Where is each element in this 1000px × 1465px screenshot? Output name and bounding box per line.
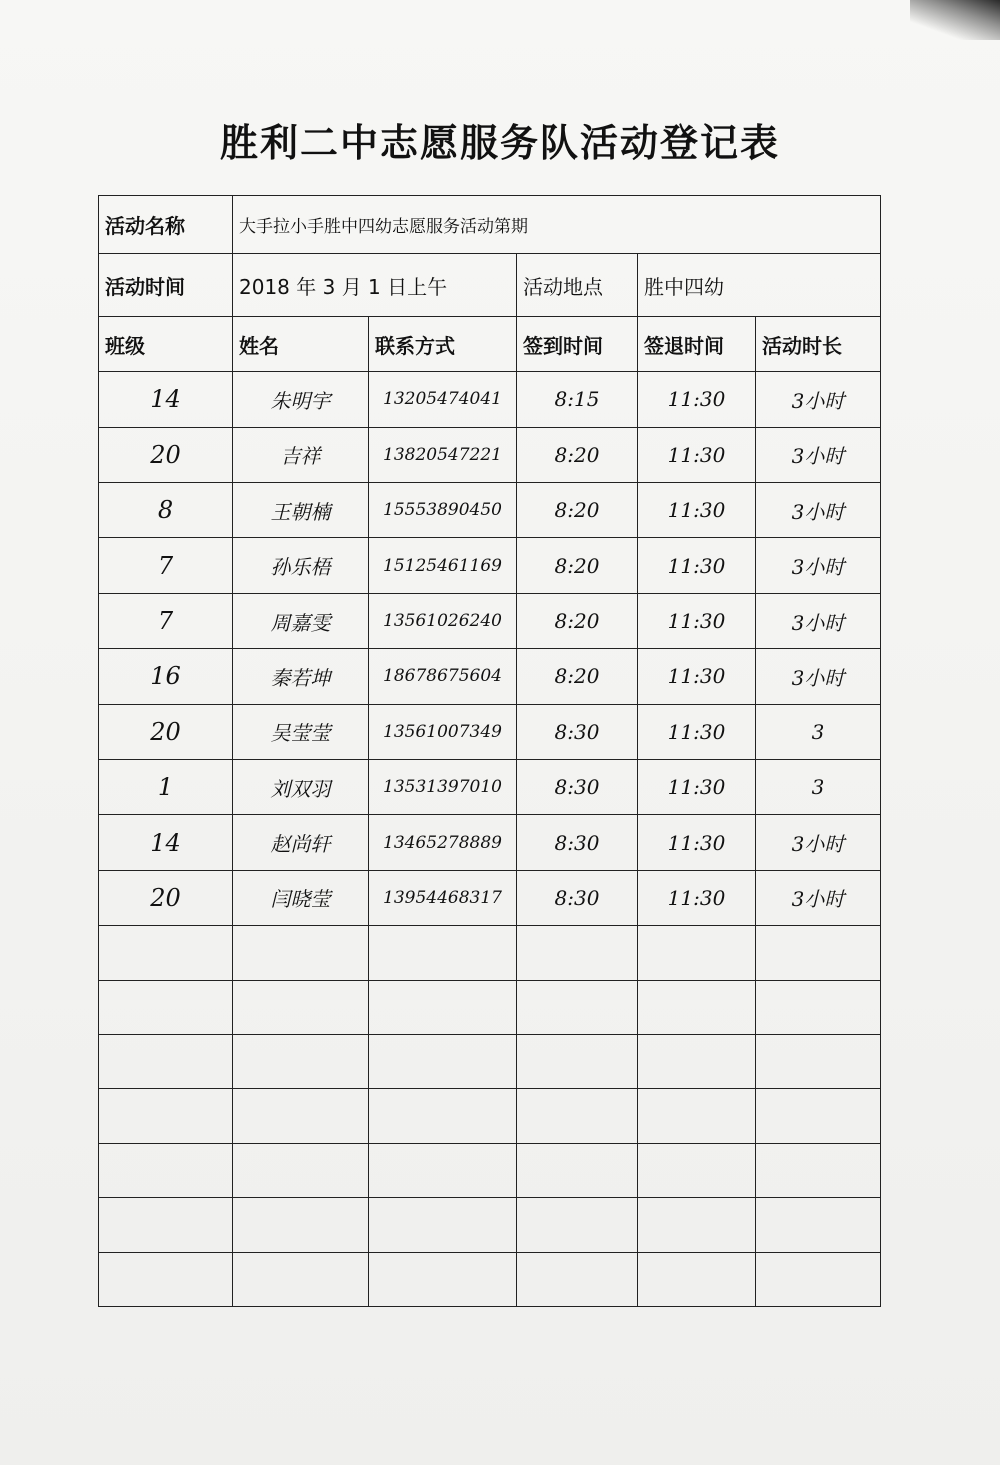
col-header-checkin: 签到时间 bbox=[517, 316, 638, 371]
checkout-cell bbox=[638, 1252, 756, 1306]
empty-table-row bbox=[99, 980, 881, 1034]
checkout-cell: 11:30 bbox=[638, 427, 756, 482]
name-cell bbox=[233, 926, 369, 980]
duration-cell bbox=[756, 1252, 881, 1306]
contact-cell: 15553890450 bbox=[369, 483, 517, 538]
class-cell: 8 bbox=[99, 483, 233, 538]
duration-cell: 3小时 bbox=[756, 649, 881, 704]
contact-cell bbox=[369, 926, 517, 980]
checkin-cell bbox=[517, 926, 638, 980]
activity-time-row bbox=[99, 254, 881, 316]
checkout-cell: 11:30 bbox=[638, 372, 756, 427]
table-row bbox=[99, 815, 881, 870]
duration-cell: 3小时 bbox=[756, 372, 881, 427]
name-cell: 王朝楠 bbox=[233, 483, 369, 538]
checkout-cell: 11:30 bbox=[638, 815, 756, 870]
class-cell bbox=[99, 1252, 233, 1306]
name-cell bbox=[233, 980, 369, 1034]
table-row bbox=[99, 593, 881, 648]
contact-cell bbox=[369, 1034, 517, 1088]
contact-cell: 18678675604 bbox=[369, 649, 517, 704]
duration-cell: 3小时 bbox=[756, 483, 881, 538]
column-header-row bbox=[99, 316, 881, 371]
class-cell bbox=[99, 1089, 233, 1143]
table-row bbox=[99, 649, 881, 704]
duration-cell: 3小时 bbox=[756, 593, 881, 648]
table-row bbox=[99, 483, 881, 538]
checkout-cell: 11:30 bbox=[638, 760, 756, 815]
name-cell: 周嘉雯 bbox=[233, 593, 369, 648]
scan-corner-shadow bbox=[910, 0, 1000, 40]
class-cell bbox=[99, 926, 233, 980]
duration-cell: 3小时 bbox=[756, 538, 881, 593]
duration-cell: 3 bbox=[756, 760, 881, 815]
contact-cell: 13205474041 bbox=[369, 372, 517, 427]
col-header-duration: 活动时长 bbox=[756, 316, 881, 371]
class-cell bbox=[99, 1034, 233, 1088]
checkin-cell bbox=[517, 980, 638, 1034]
name-cell bbox=[233, 1198, 369, 1252]
empty-table-row bbox=[99, 1198, 881, 1252]
checkin-cell bbox=[517, 1252, 638, 1306]
checkout-cell bbox=[638, 1198, 756, 1252]
activity-name-row bbox=[99, 196, 881, 254]
name-cell: 闫晓莹 bbox=[233, 870, 369, 925]
class-cell bbox=[99, 1198, 233, 1252]
table-row bbox=[99, 704, 881, 759]
name-cell: 吴莹莹 bbox=[233, 704, 369, 759]
table-row bbox=[99, 760, 881, 815]
checkout-cell: 11:30 bbox=[638, 483, 756, 538]
col-header-checkout: 签退时间 bbox=[638, 316, 756, 371]
contact-cell bbox=[369, 1089, 517, 1143]
checkin-cell: 8:15 bbox=[517, 372, 638, 427]
checkin-cell: 8:30 bbox=[517, 815, 638, 870]
registration-table bbox=[98, 195, 881, 1307]
class-cell bbox=[99, 980, 233, 1034]
empty-table-row bbox=[99, 1143, 881, 1197]
name-cell bbox=[233, 1143, 369, 1197]
contact-cell bbox=[369, 1143, 517, 1197]
duration-cell bbox=[756, 980, 881, 1034]
checkin-cell: 8:30 bbox=[517, 870, 638, 925]
duration-cell: 3 bbox=[756, 704, 881, 759]
name-cell bbox=[233, 1089, 369, 1143]
checkin-cell: 8:20 bbox=[517, 538, 638, 593]
name-cell: 刘双羽 bbox=[233, 760, 369, 815]
checkin-cell: 8:30 bbox=[517, 704, 638, 759]
name-cell bbox=[233, 1034, 369, 1088]
contact-cell: 13561007349 bbox=[369, 704, 517, 759]
empty-table-row bbox=[99, 926, 881, 980]
checkin-cell: 8:20 bbox=[517, 483, 638, 538]
class-cell: 1 bbox=[99, 760, 233, 815]
name-cell: 吉祥 bbox=[233, 427, 369, 482]
duration-cell bbox=[756, 1034, 881, 1088]
name-cell: 朱明宇 bbox=[233, 372, 369, 427]
empty-table-row bbox=[99, 1089, 881, 1143]
activity-place-value: 胜中四幼 bbox=[638, 254, 881, 316]
contact-cell bbox=[369, 980, 517, 1034]
duration-cell: 3小时 bbox=[756, 815, 881, 870]
table-row bbox=[99, 538, 881, 593]
checkin-cell bbox=[517, 1089, 638, 1143]
duration-cell bbox=[756, 1198, 881, 1252]
table-row bbox=[99, 427, 881, 482]
checkin-cell: 8:20 bbox=[517, 593, 638, 648]
checkin-cell bbox=[517, 1034, 638, 1088]
checkin-cell: 8:30 bbox=[517, 760, 638, 815]
duration-cell bbox=[756, 1089, 881, 1143]
col-header-contact: 联系方式 bbox=[369, 316, 517, 371]
class-cell: 20 bbox=[99, 704, 233, 759]
name-cell bbox=[233, 1252, 369, 1306]
empty-table-row bbox=[99, 1252, 881, 1306]
activity-time-value: 2018 年 3 月 1 日上午 bbox=[233, 254, 517, 316]
contact-cell: 13820547221 bbox=[369, 427, 517, 482]
activity-time-label: 活动时间 bbox=[99, 254, 233, 316]
checkout-cell: 11:30 bbox=[638, 593, 756, 648]
name-cell: 秦若坤 bbox=[233, 649, 369, 704]
name-cell: 赵尚轩 bbox=[233, 815, 369, 870]
checkout-cell: 11:30 bbox=[638, 870, 756, 925]
col-header-name: 姓名 bbox=[233, 316, 369, 371]
contact-cell bbox=[369, 1252, 517, 1306]
table-row bbox=[99, 372, 881, 427]
duration-cell bbox=[756, 1143, 881, 1197]
duration-cell: 3小时 bbox=[756, 427, 881, 482]
class-cell: 16 bbox=[99, 649, 233, 704]
checkin-cell: 8:20 bbox=[517, 427, 638, 482]
duration-cell bbox=[756, 926, 881, 980]
activity-name-value: 大手拉小手胜中四幼志愿服务活动第期 bbox=[233, 196, 881, 254]
contact-cell: 13954468317 bbox=[369, 870, 517, 925]
checkout-cell bbox=[638, 980, 756, 1034]
checkout-cell: 11:30 bbox=[638, 649, 756, 704]
contact-cell: 13561026240 bbox=[369, 593, 517, 648]
checkout-cell: 11:30 bbox=[638, 538, 756, 593]
contact-cell: 13531397010 bbox=[369, 760, 517, 815]
duration-cell: 3小时 bbox=[756, 870, 881, 925]
activity-name-label: 活动名称 bbox=[99, 196, 233, 254]
contact-cell: 13465278889 bbox=[369, 815, 517, 870]
name-cell: 孙乐梧 bbox=[233, 538, 369, 593]
contact-cell bbox=[369, 1198, 517, 1252]
activity-place-label: 活动地点 bbox=[517, 254, 638, 316]
class-cell: 20 bbox=[99, 427, 233, 482]
checkin-cell bbox=[517, 1143, 638, 1197]
checkin-cell: 8:20 bbox=[517, 649, 638, 704]
class-cell: 14 bbox=[99, 372, 233, 427]
class-cell: 7 bbox=[99, 538, 233, 593]
table-row bbox=[99, 870, 881, 925]
checkout-cell bbox=[638, 1089, 756, 1143]
col-header-class: 班级 bbox=[99, 316, 233, 371]
checkin-cell bbox=[517, 1198, 638, 1252]
contact-cell: 15125461169 bbox=[369, 538, 517, 593]
checkout-cell: 11:30 bbox=[638, 704, 756, 759]
checkout-cell bbox=[638, 1034, 756, 1088]
class-cell: 20 bbox=[99, 870, 233, 925]
class-cell: 7 bbox=[99, 593, 233, 648]
empty-table-row bbox=[99, 1034, 881, 1088]
checkout-cell bbox=[638, 926, 756, 980]
checkout-cell bbox=[638, 1143, 756, 1197]
class-cell: 14 bbox=[99, 815, 233, 870]
class-cell bbox=[99, 1143, 233, 1197]
form-title: 胜利二中志愿服务队活动登记表 bbox=[219, 120, 780, 165]
